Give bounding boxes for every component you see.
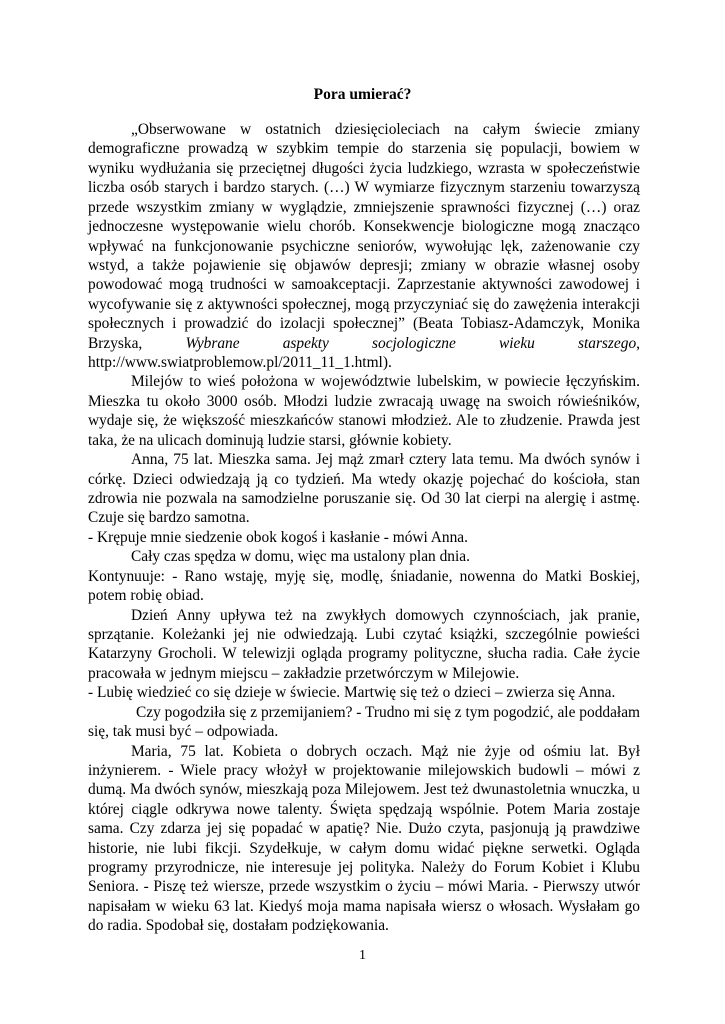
paragraph-anna-transience: Czy pogodziła się z przemijaniem? - Trudno mi się z tym pogodzić, ale poddałam się, tak musi być – odpowiada.	[88, 703, 640, 741]
paragraph-maria: Maria, 75 lat. Kobieta o dobrych oczach. Mąż nie żyje od ośmiu lat. Był inżynierem. - Wiele pracy włożył w projektowanie milejowskich budowli – mówi z dumą. Ma dwóch synów, mieszkają poza Milejowem. Jest też dwunastoletnia wnuczka, u której ciągle odkrywa nowe talenty. Święta spędzają wspólnie. Potem Maria zostaje sama. Czy zdarza jej się popadać w apatię? Nie. Dużo czyta, pasjonują ją prawdziwe historie, nie lubi fikcji. Szydełkuje, w całym domu widać piękne serwetki. Ogląda programy przyrodnicze, nie interesuje jej polityka. Należy do Forum Kobiet i Klubu Seniora. - Piszę też wiersze, przede wszystkim o życiu – mówi Maria. - Pierwszy utwór napisałam w wieku 63 lat. Kiedyś moja mama napisała wiersz o włosach. Wysłałam go do radia. Spodobał się, dostałam podziękowania.	[88, 742, 640, 935]
paragraph-milejow: Milejów to wieś położona w województwie lubelskim, w powiecie łęczyńskim. Mieszka tu około 3000 osób. Młodzi ludzie zwracają uwagę na swoich rówieśników, wydaje się, że większość mieszkańców stanowi młodzież. Ale to złudzenie. Prawda jest taka, że na ulicach dominują ludzie starsi, głównie kobiety.	[88, 373, 640, 449]
paragraph-anna-intro: Anna, 75 lat. Mieszka sama. Jej mąż zmarł cztery lata temu. Ma dwóch synów i córkę. Dzieci odwiedzają ją co tydzień. Ma wtedy okazję pojechać do kościoła, stan zdrowia nie pozwala na samodzielne poruszanie się. Od 30 lat cierpi na alergię i astmę. Czuje się bardzo samotna.	[88, 451, 640, 527]
paragraph-anna-quote: - Krępuje mnie siedzenie obok kogoś i kasłanie - mówi Anna.	[88, 528, 468, 546]
quote-source-url: , http://www.swiatproblemow.pl/2011_11_1.html).	[88, 334, 640, 372]
quote-text: „Obserwowane w ostatnich dziesięcioleciach na całym świecie zmiany demograficzne prowadzą w szybkim tempie do starzenia się populacji, bowiem w wyniku wydłużania się przeciętnej długości życia ludzkiego, wzrasta w społeczeństwie liczba osób starych i bardzo starych. (…) W wymiarze fizycznym starzeniu towarzyszą przede wszystkim zmiany w wyglądzie, zmniejszenie sprawności fizycznej (…) oraz jednoczesne występowanie wielu chorób. Konsekwencje biologiczne mogą znacząco wpływać na funkcjonowanie psychiczne seniorów, wywołując lęk, zażenowanie czy wstyd, a także pojawienie się objawów depresji; zmiany w obrazie własnej osoby powodować mogą trudności w samoakceptacji. Zaprzestanie aktywności zawodowej i wycofywanie się z aktywności społecznej, mogą przyczyniać się do zawężenia interakcji społecznych i prowadzić do izolacji społecznej”	[88, 121, 640, 333]
paragraph-anna-activities: Dzień Anny upływa też na zwykłych domowych czynnościach, jak pranie, sprzątanie. Koleżanki jej nie odwiedzają. Lubi czytać książki, szczególnie powieści Katarzyny Grocholi. W telewizji ogląda programy polityczne, słucha radia. Całe życie pracowała w jednym miejscu – zakładzie przetwórczym w Milejowie.	[88, 606, 640, 682]
quote-source-title: Wybrane aspekty socjologiczne wieku starszego	[185, 334, 637, 352]
paragraph-anna-day: Cały czas spędza w domu, więc ma ustalony plan dnia.	[131, 548, 470, 566]
paragraph-anna-world: - Lubię wiedzieć co się dzieje w świecie. Martwię się też o dzieci – zwierza się Anna.	[88, 684, 616, 702]
paragraph-anna-routine: Kontynuuje: - Rano wstaję, myję się, modlę, śniadanie, nowenna do Matki Boskiej, potem robię obiad.	[88, 567, 640, 605]
quote-paragraph	[88, 120, 640, 372]
article-body	[88, 120, 640, 936]
article-title: Pora umierać?	[313, 86, 412, 103]
page-number: 1	[359, 948, 366, 963]
quote-source-authors: (Beata Tobiasz-Adamczyk, Monika Brzyska,	[88, 315, 640, 352]
